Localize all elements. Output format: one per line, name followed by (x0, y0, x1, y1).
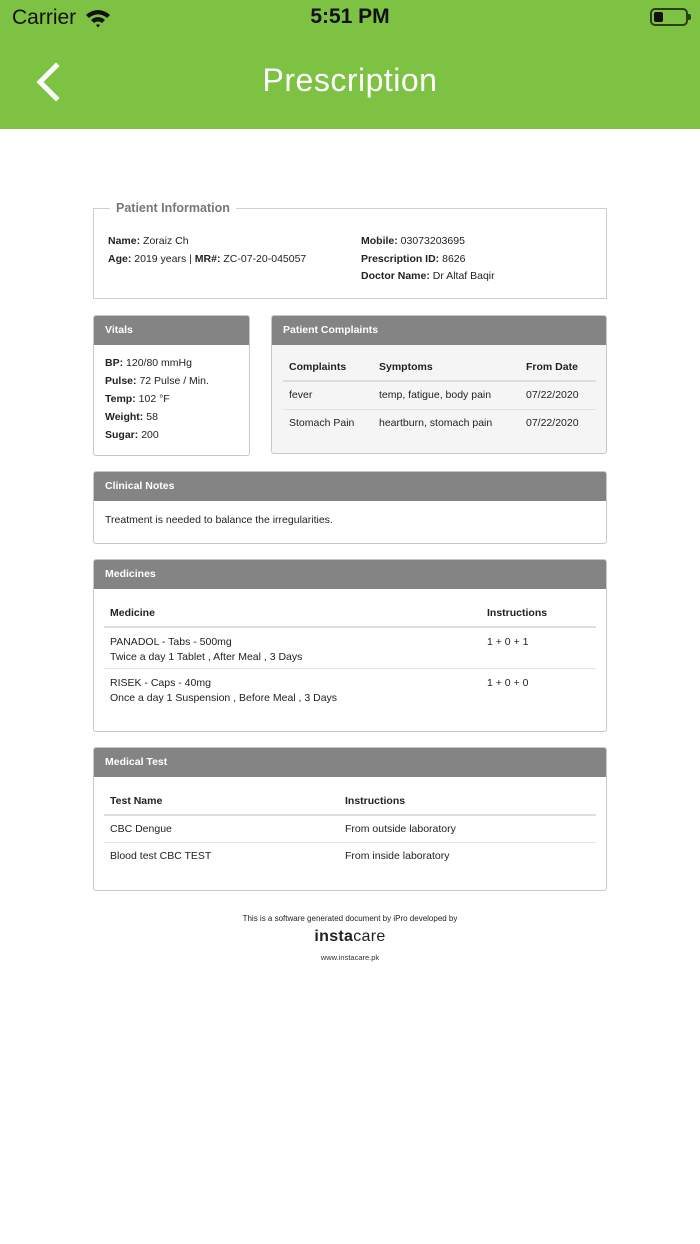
footer-website-link[interactable]: www.instacare.pk (320, 953, 380, 962)
patient-mr: ZC-07-20-045057 (223, 252, 307, 265)
medical-test-panel (93, 747, 607, 891)
vital-item: Pulse: 72 Pulse / Min. (105, 375, 209, 387)
medical-test-title: Medical Test (94, 748, 606, 777)
complaints-table (283, 353, 596, 437)
col-symptoms: Symptoms (373, 353, 520, 381)
medicine-detail: Twice a day 1 Tablet , After Meal , 3 Days (110, 651, 303, 663)
medicine-dose: 1 + 0 + 0 (487, 676, 529, 689)
name-label: Name: (108, 235, 141, 247)
mr-label: MR#: (194, 252, 221, 265)
table-row (104, 627, 596, 668)
vital-item: Weight: 58 (105, 411, 158, 423)
table-row: Blood test CBC TEST From inside laboratory (110, 850, 450, 862)
col-test-instructions: Instructions (339, 787, 596, 815)
medicines-title: Medicines (94, 560, 606, 589)
mobile-label: Mobile: (361, 235, 398, 247)
vital-item: BP: 120/80 mmHg (105, 357, 192, 369)
medicines-panel (93, 559, 607, 732)
vitals-title: Vitals (94, 316, 249, 345)
medical-test-table (104, 787, 596, 869)
vital-item: Sugar: 200 (105, 429, 159, 441)
vitals-list (94, 345, 249, 454)
prescription-id: 8626 (442, 252, 466, 265)
page-title: Prescription (262, 62, 438, 98)
battery-icon (650, 8, 688, 26)
footer-note: This is a software generated document by iPro developed by (242, 914, 458, 923)
complaints-panel (271, 315, 607, 454)
medicines-table (104, 599, 596, 709)
top-bar (0, 0, 700, 129)
patient-info-right (361, 233, 495, 286)
vital-item: Temp: 102 °F (105, 393, 170, 405)
patient-info-section (93, 201, 607, 299)
patient-name: Zoraiz Ch (143, 235, 189, 247)
col-medicine: Medicine (104, 599, 481, 627)
table-row (104, 668, 596, 709)
patient-info-left (108, 233, 306, 268)
clinical-notes-text: Treatment is needed to balance the irregularities. (105, 514, 333, 526)
vitals-panel (93, 315, 250, 456)
status-time: 5:51 PM (310, 5, 390, 28)
patient-age: 2019 years | (134, 252, 192, 265)
prescription-id-label: Prescription ID: (361, 252, 440, 265)
carrier-label: Carrier (12, 6, 77, 29)
col-complaints: Complaints (283, 353, 373, 381)
status-bar (0, 0, 700, 36)
instacare-logo: instacare (314, 928, 386, 945)
col-instructions: Instructions (481, 599, 596, 627)
table-row: CBC Dengue From outside laboratory (104, 815, 596, 843)
medicine-name: RISEK - Caps - 40mg (110, 676, 211, 689)
col-from-date: From Date (520, 353, 596, 381)
medicine-dose: 1 + 0 + 1 (481, 627, 596, 668)
doctor-label: Doctor Name: (361, 270, 430, 282)
table-row: fever temp, fatigue, body pain 07/22/2020 (283, 381, 596, 410)
doctor-name: Dr Altaf Baqir (432, 270, 495, 282)
medicine-name: PANADOL - Tabs - 500mg (110, 636, 232, 648)
clinical-notes-title: Clinical Notes (94, 472, 606, 501)
table-row: Stomach Pain heartburn, stomach pain 07/22/2020 (289, 417, 579, 429)
complaints-title: Patient Complaints (272, 316, 606, 345)
col-test-name: Test Name (104, 787, 339, 815)
clinical-notes-panel (93, 471, 607, 544)
patient-info-legend: Patient Information (110, 201, 236, 215)
patient-mobile: 03073203695 (400, 235, 465, 247)
age-label: Age: (108, 252, 132, 265)
medicine-detail: Once a day 1 Suspension , Before Meal , 3 Days (110, 691, 338, 704)
